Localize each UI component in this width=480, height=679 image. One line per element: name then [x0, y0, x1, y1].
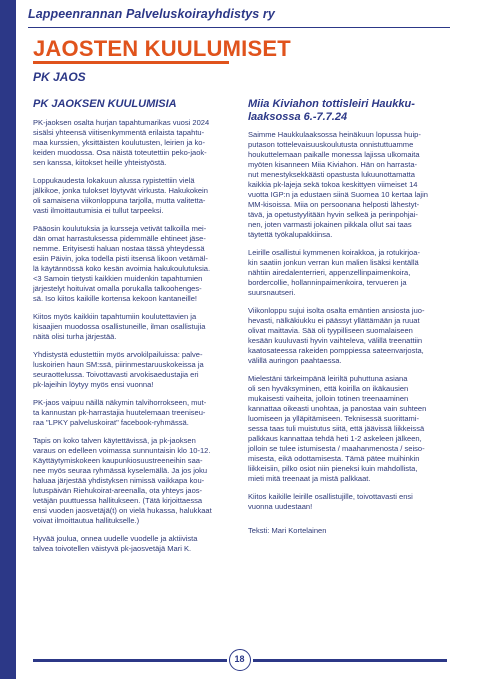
left-paragraph: Loppukaudesta lokakuun alussa rypistettiin vielä jälkikoe, jonka tulokset löytyvät virkusta. Hakukokein oli samaisena viikonloppuna tarjolla, mutta valitetta- vasti ilmoittautumisia ei tullut tarpeeksi.: [33, 176, 208, 215]
header-divider: [28, 27, 450, 28]
article-signature: Teksti: Mari Kortelainen: [248, 526, 327, 535]
left-paragraph: Kiitos myös kaikkiin tapahtumiin koulutettavien ja kisaajien muodossa osallistuneille, ilman osallistujia näitä olisi turha järjestää.: [33, 312, 206, 341]
footer-rule-right: [253, 659, 447, 662]
left-paragraph: Hyvää joulua, onnea uudelle vuodelle ja aktiivista talvea toivotellen väistyvä pk-jaosvetäjä Mari K.: [33, 534, 198, 553]
page-number-badge: [229, 649, 251, 671]
left-paragraph: PK-jaoksen osalta hurjan tapahtumarikas vuosi 2024 sisälsi yhteensä viitisenkymmentä erilaista tapahtu- maa kurssien, yksittäisten koulutusten, leirien ja ko- keiden muodossa. Osa näistä toteutettiin peko-jaok- sen kanssa, kiitokset heille yhteistyöstä.: [33, 118, 210, 167]
right-paragraph: Leirille osallistui kymmenen koirakkoa, ja rotukirjoa- kin saatiin jonkun verran kun malien lisäksi kentällä nähtiin airedalenterrieri, appenzellinpaimenkoira, bordercollie, hollanninpaimenkoira, tervueren ja suursnautseri.: [248, 248, 420, 297]
organization-name: Lappeenrannan Palveluskoirayhdistys ry: [28, 7, 275, 21]
left-paragraph: Pääosin koulutuksia ja kursseja vetivät talkoilla mei- dän omat harrastuksessa pidemmälle ehtineet jäse- nemme. Erityisesti haluan nostaa tässä yhteydessä esiin Päivin, joka todella pisti itsensä likoon vetämäl- lä käytännössä koko kesän avoimia hakukoulutuksia. <3 Samoin tietysti kaikkien muidenkin tapahtumien järjestelyt hoituivat omalla porukalla talkoohenges- sä. Iso kiitos kaikille kortensa kekoon kantaneille!: [33, 224, 211, 303]
left-article-title: PK JAOKSEN KUULUMISIA: [33, 98, 177, 110]
right-paragraph: Kiitos kaikille leirille osallistujille, toivottavasti ensi vuonna uudestaan!: [248, 492, 413, 511]
page-number: 18: [234, 654, 245, 664]
left-paragraph: Yhdistystä edustettiin myös arvokilpailuissa: palve- luskoirien haun SM:ssä, piirinmestaruuskokeissa ja seuraottelussa. Toivottavasti arvokisaedustajia eri pk-lajeihin löytyy myös ensi vuonna!: [33, 350, 204, 389]
left-paragraph: PK-jaos vaipuu näillä näkymin talvihorrokseen, mut- ta kannustan pk-harrastajia huutelemaan treeniseu- raa "LPKY palveluskoirat" facebook-ryhmässä.: [33, 398, 207, 427]
right-article: [248, 98, 446, 544]
right-paragraph: Saimme Haukkulaaksossa heinäkuun lopussa huip- putason tottelevaisuuskoulutusta onnistuttuamme houkuttelemaan paikalle monessa lajissa ulkomaita myöten kisanneen Miia Kiviahon. Hän on harrasta- nut menestyksekkäästi opastusta lukuunottamatta kaikkia pk-lajeja sekä tokoa keskittyen viimeiset 14 vuotta IGP:n ja edustaen siinä Suomea 10 kertaa lajin MM-kisoissa. Miia on persoonana helposti lähestyt- tävä, ja opetustyylitään hyvin selkeä ja perinpohjai- nen, joten varmasti jokainen pikkala ollut sai taas täytettä työkalupakkiinsa.: [248, 130, 428, 239]
footer-rule-left: [33, 659, 227, 662]
section-subheading: PK JAOS: [33, 70, 86, 84]
left-paragraph: Tapis on koko talven käytettävissä, ja pk-jaoksen varaus on edelleen voimassa sunnuntaisin klo 10-12. Käyttäytymiskokeen kaupunkiosuustreeneihin saa- nee myös seuraa ryhmässä kyselemällä. Ja jos joku haluaa järjestää yhdistyksen nimissä vaikkapa kou- lutuspäivän Riehukoirat-areenalla, ota yhteys jaos- vetäjän puuttuessa hallitukseen. (Tätä kirjoittaessa ensi vuoden jaosvetäjä(t) on vielä hukassa, halukkaat voivat ilmoittautua hallitukselle.): [33, 436, 212, 525]
right-article-title: Miia Kiviahon tottisleiri Haukku- laaksossa 6.-7.7.24: [248, 98, 415, 123]
left-article: [33, 98, 239, 562]
right-paragraph: Mielestäni tärkeimpänä leiriltä puhuttuna asiana oli sen hyväksyminen, että koirilla on ikäkausien mukaisesti vaiheita, jolloin totinen treenaaminen kannattaa oikeasti unohtaa, ja panostaa vain suhteen luomiseen ja ylläpitämiseen. Teknisessä suorittami- sessa taas tuli muistutus siitä, että jäävissä liikkeissä palkkaus kannattaa tehdä heti 1-2 askeleen jälkeen, jolloin se tulee istumisesta / maahanmenosta / seiso- misesta, eikä odottamisesta. Tämä pätee muihinkin liikkeisiin, pilko osiot niin pieneksi kuin mahdollista, mieti mitä treenaat ja mistä palkkaat.: [248, 374, 427, 483]
right-paragraph: Viikonloppu sujui isolta osalta emäntien ansiosta juo- hevasti, nälkäkiukku ei päässyt yllättämään ja ruuat olivat maittavia. Sää oli tyypilliseen suomalaiseen kesään kuuluvasti hyvin vaihteleva, välillä treenattiin kaatosateessa rakeiden pomppiessa sateenvarjosta, välillä auringon paahtaessa.: [248, 306, 425, 365]
section-heading: JAOSTEN KUULUMISET: [33, 36, 291, 61]
section-heading-underline: [33, 61, 229, 64]
left-sidebar-band: [0, 0, 16, 679]
